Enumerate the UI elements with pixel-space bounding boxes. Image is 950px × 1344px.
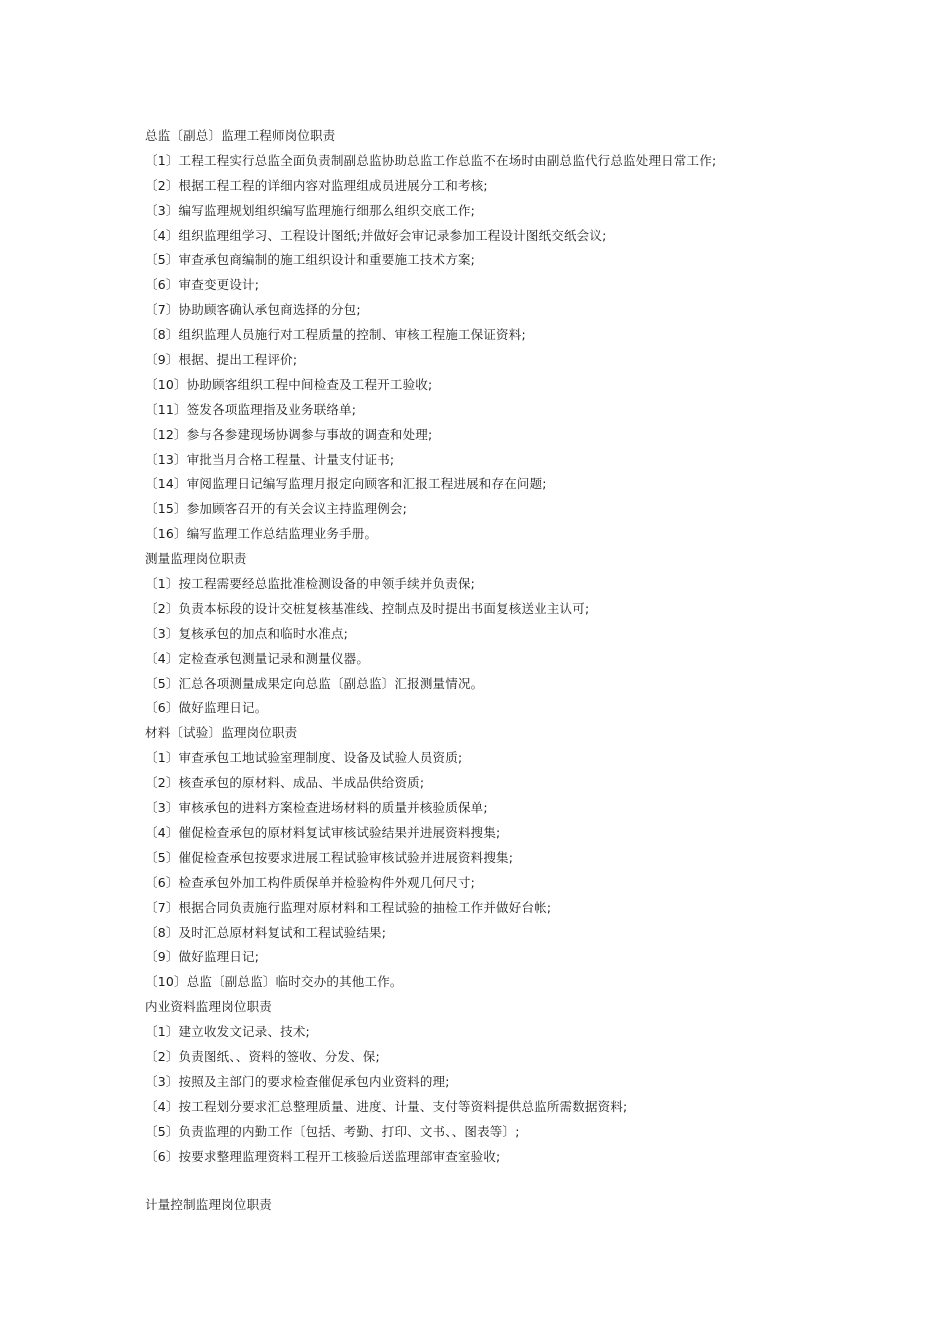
list-item: 〔2〕负责图纸、、资料的签收、分发、保; — [145, 1048, 380, 1064]
list-item: 〔16〕编写监理工作总结监理业务手册。 — [145, 526, 378, 542]
list-item: 〔1〕工程工程实行总监全面负责制副总监协助总监工作总监不在场时由副总监代行总监处理日常工作; — [145, 152, 717, 168]
list-item: 〔7〕根据合同负责施行监理对原材料和工程试验的抽检工作并做好台帐; — [145, 899, 552, 915]
list-item: 〔4〕定检查承包测量记录和测量仪器。 — [145, 650, 370, 666]
section-title: 计量控制监理岗位职责 — [145, 1197, 273, 1213]
list-item: 〔4〕按工程划分要求汇总整理质量、进度、计量、支付等资料提供总监所需数据资料; — [145, 1098, 628, 1114]
list-item: 〔8〕组织监理人员施行对工程质量的控制、审核工程施工保证资料; — [145, 327, 526, 343]
list-item: 〔3〕审核承包的进料方案检查进场材料的质量并核验质保单; — [145, 800, 488, 816]
list-item: 〔12〕参与各参建现场协调参与事故的调查和处理; — [145, 426, 433, 442]
list-item: 〔2〕核查承包的原材料、成品、半成品供给资质; — [145, 775, 425, 791]
list-item: 〔13〕审批当月合格工程量、计量支付证书; — [145, 451, 395, 467]
list-item: 〔1〕审查承包工地试验室理制度、设备及试验人员资质; — [145, 750, 463, 766]
list-item: 〔3〕复核承包的加点和临时水准点; — [145, 625, 349, 641]
list-item: 〔15〕参加顾客召开的有关会议主持监理例会; — [145, 501, 408, 517]
list-item: 〔5〕催促检查承包按要求进展工程试验审核试验并进展资料搜集; — [145, 849, 514, 865]
section-title: 总监〔副总〕监理工程师岗位职责 — [145, 128, 336, 143]
list-item: 〔9〕做好监理日记; — [145, 949, 260, 965]
list-item: 〔5〕负责监理的内勤工作〔包括、考勤、打印、文书、、图表等〕; — [145, 1123, 520, 1139]
list-item: 〔6〕检查承包外加工构件质保单并检验构件外观几何尺寸; — [145, 874, 476, 890]
list-item: 〔14〕审阅监理日记编写监理月报定向顾客和汇报工程进展和存在问题; — [145, 476, 547, 492]
document-body — [145, 124, 925, 1218]
list-item: 〔1〕建立收发文记录、技术; — [145, 1024, 310, 1040]
list-item: 〔6〕按要求整理监理资料工程开工核验后送监理部审查室验收; — [145, 1148, 501, 1164]
list-item: 〔5〕审查承包商编制的施工组织设计和重要施工技术方案; — [145, 252, 476, 268]
section-title: 测量监理岗位职责 — [145, 551, 247, 567]
list-item: 〔10〕协助顾客组织工程中间检查及工程开工验收; — [145, 376, 433, 392]
list-item: 〔9〕根据、提出工程评价; — [145, 352, 298, 368]
list-item: 〔5〕汇总各项测量成果定向总监〔副总监〕汇报测量情况。 — [145, 675, 484, 691]
list-item: 〔6〕审查变更设计; — [145, 277, 260, 293]
list-item: 〔11〕签发各项监理指及业务联络单; — [145, 401, 357, 417]
list-item: 〔10〕总监〔副总监〕临时交办的其他工作。 — [145, 974, 403, 990]
list-item: 〔1〕按工程需要经总监批准检测设备的申领手续并负责保; — [145, 576, 476, 592]
list-item: 〔8〕及时汇总原材料复试和工程试验结果; — [145, 924, 387, 940]
list-item: 〔2〕负责本标段的设计交桩复核基准线、控制点及时提出书面复核送业主认可; — [145, 600, 590, 616]
list-item: 〔7〕协助顾客确认承包商选择的分包; — [145, 302, 361, 318]
list-item: 〔4〕催促检查承包的原材料复试审核试验结果并进展资料搜集; — [145, 824, 501, 840]
list-item: 〔3〕编写监理规划组织编写监理施行细那么组织交底工作; — [145, 202, 476, 218]
list-item: 〔6〕做好监理日记。 — [145, 700, 268, 716]
list-item: 〔2〕根据工程工程的详细内容对监理组成员进展分工和考核; — [145, 177, 488, 193]
section-title: 材料〔试验〕监理岗位职责 — [145, 725, 298, 741]
list-item: 〔3〕按照及主部门的要求检查催促承包内业资料的理; — [145, 1073, 450, 1089]
list-item: 〔4〕组织监理组学习、工程设计图纸;并做好会审记录参加工程设计图纸交纸会议; — [145, 227, 607, 243]
paragraph-gap — [145, 1169, 925, 1193]
section-title: 内业资料监理岗位职责 — [145, 999, 273, 1015]
